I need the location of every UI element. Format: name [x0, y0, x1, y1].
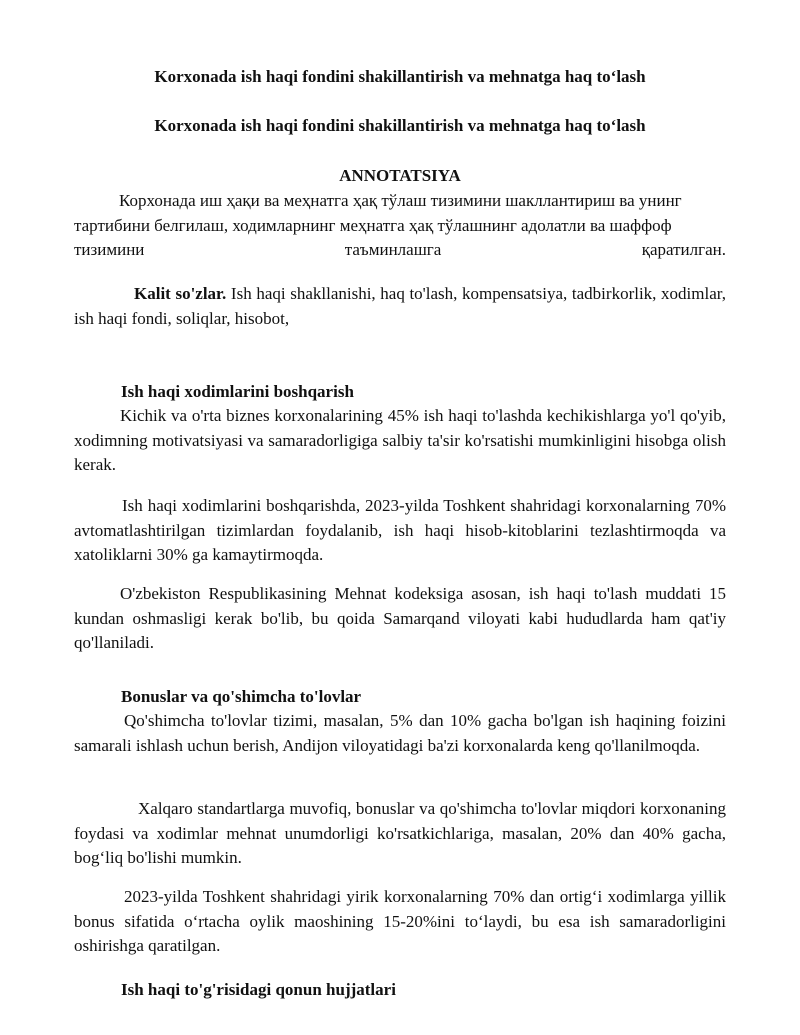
document-title: Korxonada ish haqi fondini shakillantirish va mehnatga haq to‘lash — [154, 67, 646, 86]
annotation-paragraph — [74, 189, 726, 263]
keywords-label: Kalit so'zlar. — [134, 284, 227, 303]
section-heading-payroll-management: Ish haqi xodimlarini boshqarish — [121, 382, 354, 401]
annotation-line-1: Корхонада иш ҳақи ва меҳнатга ҳақ тўлаш тизимини шакллантириш ва унинг — [119, 191, 682, 210]
section-heading-legislation: Ish haqi to'g'risidagi qonun hujjatlari — [121, 980, 396, 999]
annotation-word: тизимини — [74, 240, 145, 259]
section-2-paragraph-2: Xalqaro standartlarga muvofiq, bonuslar va qo'shimcha to'lovlar miqdori korxonaning foydasi va xodimlar mehnat unumdorligi ko'rsatkichlariga, masalan, 20% dan 40% gacha, bog‘liq bo'lishi mumkin. — [74, 799, 726, 867]
annotation-heading: ANNOTATSIYA — [339, 166, 461, 185]
section-1-paragraph-2: Ish haqi xodimlarini boshqarishda, 2023-yilda Toshkent shahridagi korxonalarning 70% avtomatlashtirilgan tizimlardan foydalanib, ish haqi hisob-kitoblarini tezlashtirmoqda va xatoliklarni 30% ga kamaytirmoqda. — [74, 496, 726, 564]
keywords-text: Ish haqi shakllanishi, haq to'lash, kompensatsiya, tadbirkorlik, xodimlar, ish haqi fondi, soliqlar, hisobot, — [74, 284, 726, 328]
keywords-paragraph — [74, 282, 726, 331]
section-2-paragraph-3: 2023-yilda Toshkent shahridagi yirik korxonalarning 70% dan ortig‘i xodimlarga yillik bonus sifatida o‘rtacha oylik maoshining 15-20%ini to‘laydi, bu esa ish samaradorligini oshirishga qaratilgan. — [74, 887, 726, 955]
section-heading-bonuses: Bonuslar va qo'shimcha to'lovlar — [121, 687, 362, 706]
section-1-paragraph-3: O'zbekiston Respublikasining Mehnat kodeksiga asosan, ish haqi to'lash muddati 15 kundan oshmasligi kerak bo'lib, bu qoida Samarqand viloyati kabi hududlarda ham qat'iy qo'llaniladi. — [74, 584, 726, 652]
document-title-repeat: Korxonada ish haqi fondini shakillantirish va mehnatga haq to‘lash — [154, 116, 646, 135]
annotation-word: қаратилган. — [641, 240, 726, 259]
annotation-line-3 — [74, 238, 726, 263]
section-1-paragraph-1: Kichik va o'rta biznes korxonalarining 45% ish haqi to'lashda kechikishlarga yo'l qo'yib, xodimning motivatsiyasi va samaradorligiga salbiy ta'sir ko'rsatishi mumkinligini hisobga olish kerak. — [74, 406, 726, 474]
annotation-line-2: тартибини белгилаш, ходимларнинг меҳнатга ҳақ тўлашнинг адолатли ва шаффоф — [74, 215, 672, 235]
section-2-paragraph-1: Qo'shimcha to'lovlar tizimi, masalan, 5% dan 10% gacha bo'lgan ish haqining foizini samarali ishlash uchun berish, Andijon viloyatidagi ba'zi korxonalarda keng qo'llanilmoqda. — [74, 711, 726, 755]
annotation-word: таъминлашга — [344, 240, 442, 259]
